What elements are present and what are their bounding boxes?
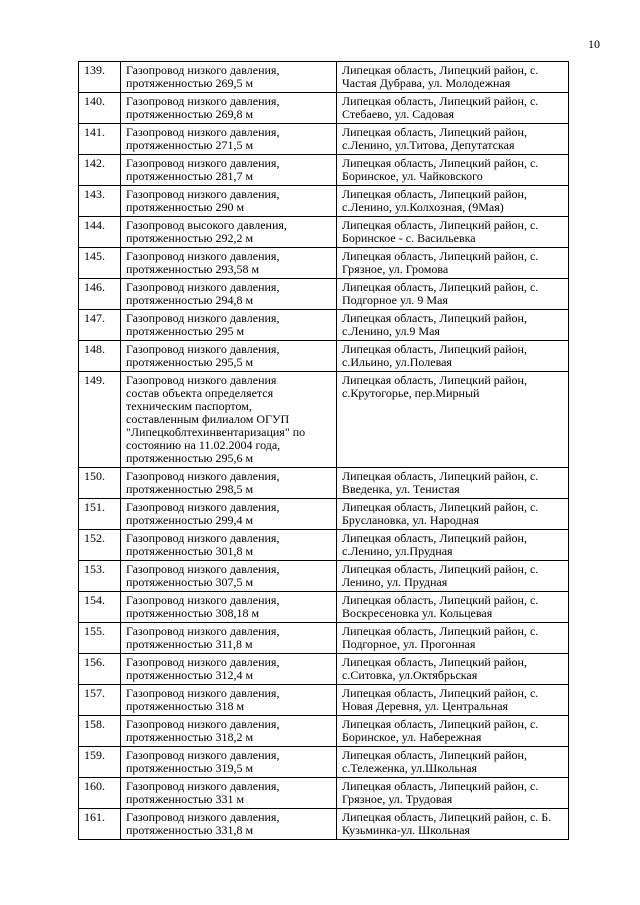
object-description-line: Газопровод низкого давления, — [126, 779, 280, 793]
object-description-cell — [121, 93, 337, 124]
address-line: Липецкая область, Липецкий район, с. — [342, 249, 539, 263]
address-line: Липецкая область, Липецкий район, с. — [342, 218, 539, 232]
row-number-cell: 152. — [79, 530, 121, 561]
row-number-cell: 146. — [79, 279, 121, 310]
row-number-cell: 151. — [79, 499, 121, 530]
table-row — [79, 716, 569, 747]
address-line: Липецкая область, Липецкий район, с. — [342, 686, 539, 700]
row-number-cell: 155. — [79, 623, 121, 654]
table-row — [79, 310, 569, 341]
address-cell — [337, 809, 569, 840]
address-line: с.Ильино, ул.Полевая — [342, 355, 452, 369]
object-description-line: Газопровод низкого давления, — [126, 531, 280, 545]
address-line: Липецкая область, Липецкий район, с. Б. — [342, 810, 552, 824]
address-cell — [337, 499, 569, 530]
address-line: Липецкая область, Липецкий район, с. — [342, 156, 539, 170]
row-number-cell: 147. — [79, 310, 121, 341]
table-row — [79, 155, 569, 186]
address-line: Грязное, ул. Трудовая — [342, 792, 453, 806]
address-line: Липецкая область, Липецкий район, с. — [342, 624, 539, 638]
row-number-cell: 143. — [79, 186, 121, 217]
object-description-line: протяженностью 292,2 м — [126, 231, 254, 245]
table-row — [79, 685, 569, 716]
table-row — [79, 248, 569, 279]
object-description-line: Газопровод низкого давления, — [126, 686, 280, 700]
object-description-cell — [121, 341, 337, 372]
object-description-cell — [121, 248, 337, 279]
object-description-cell — [121, 499, 337, 530]
object-description-line: протяженностью 295,6 м — [126, 451, 254, 465]
object-description-line: протяженностью 319,5 м — [126, 761, 254, 775]
object-description-line: протяженностью 311,8 м — [126, 637, 253, 651]
address-line: Липецкая область, Липецкий район, — [342, 655, 527, 669]
object-description-line: протяженностью 318,2 м — [126, 730, 254, 744]
object-description-line: Газопровод низкого давления, — [126, 342, 280, 356]
address-cell — [337, 530, 569, 561]
address-line: Липецкая область, Липецкий район, с. — [342, 593, 539, 607]
object-description-line: протяженностью 294,8 м — [126, 293, 254, 307]
address-cell — [337, 217, 569, 248]
object-description-line: протяженностью 295,5 м — [126, 355, 254, 369]
address-line: Липецкая область, Липецкий район, с. — [342, 562, 539, 576]
object-description-line: Газопровод низкого давления, — [126, 311, 280, 325]
object-description-cell — [121, 468, 337, 499]
table-row — [79, 592, 569, 623]
row-number-cell: 139. — [79, 62, 121, 93]
object-description-cell — [121, 654, 337, 685]
object-description-line: Газопровод низкого давления, — [126, 624, 280, 638]
object-description-cell — [121, 809, 337, 840]
address-line: Новая Деревня, ул. Центральная — [342, 699, 509, 713]
row-number-cell: 142. — [79, 155, 121, 186]
table-row — [79, 124, 569, 155]
object-description-line: протяженностью 298,5 м — [126, 482, 254, 496]
object-description-line: протяженностью 307,5 м — [126, 575, 254, 589]
address-line: с.Ленино, ул.Колхозная, (9Мая) — [342, 200, 504, 214]
object-description-line: состоянию на 11.02.2004 года, — [126, 438, 281, 452]
address-line: с.Крутогорье, пер.Мирный — [342, 386, 480, 400]
row-number-cell: 149. — [79, 372, 121, 468]
address-line: Липецкая область, Липецкий район, с. — [342, 500, 539, 514]
address-line: с.Ленино, ул.Титова, Депутатская — [342, 138, 515, 152]
address-line: Ленино, ул. Прудная — [342, 575, 448, 589]
object-description-line: протяженностью 331,8 м — [126, 823, 254, 837]
object-description-cell — [121, 62, 337, 93]
row-number-cell: 150. — [79, 468, 121, 499]
table-row — [79, 623, 569, 654]
object-description-cell — [121, 279, 337, 310]
row-number-cell: 157. — [79, 685, 121, 716]
object-description-line: протяженностью 281,7 м — [126, 169, 254, 183]
row-number-cell: 141. — [79, 124, 121, 155]
object-description-line: составленным филиалом ОГУП — [126, 412, 290, 426]
row-number-cell: 156. — [79, 654, 121, 685]
address-line: Кузьминка-ул. Школьная — [342, 823, 471, 837]
object-description-line: протяженностью 269,8 м — [126, 107, 254, 121]
address-cell — [337, 186, 569, 217]
address-line: Липецкая область, Липецкий район, — [342, 748, 527, 762]
object-description-cell — [121, 561, 337, 592]
address-cell — [337, 592, 569, 623]
object-description-line: Газопровод низкого давления, — [126, 469, 280, 483]
address-line: Липецкая область, Липецкий район, с. — [342, 779, 539, 793]
object-description-cell — [121, 372, 337, 468]
object-description-cell — [121, 530, 337, 561]
address-line: с.Ситовка, ул.Октябрьская — [342, 668, 478, 682]
object-description-line: Газопровод низкого давления, — [126, 562, 280, 576]
address-line: Боринское, ул. Чайковского — [342, 169, 483, 183]
table-row — [79, 654, 569, 685]
object-description-line: Газопровод низкого давления, — [126, 280, 280, 294]
address-cell — [337, 124, 569, 155]
address-line: Липецкая область, Липецкий район, с. — [342, 63, 539, 77]
object-description-cell — [121, 716, 337, 747]
table-row — [79, 468, 569, 499]
table-row — [79, 530, 569, 561]
object-description-cell — [121, 217, 337, 248]
object-description-line: протяженностью 290 м — [126, 200, 245, 214]
object-description-line: Газопровод низкого давления, — [126, 63, 280, 77]
row-number-cell: 161. — [79, 809, 121, 840]
address-line: Частая Дубрава, ул. Молодежная — [342, 76, 511, 90]
object-description-cell — [121, 124, 337, 155]
row-number-cell: 148. — [79, 341, 121, 372]
address-line: Липецкая область, Липецкий район, — [342, 531, 527, 545]
row-number-cell: 159. — [79, 747, 121, 778]
object-description-line: протяженностью 301,8 м — [126, 544, 254, 558]
object-description-cell — [121, 186, 337, 217]
object-description-line: протяженностью 293,58 м — [126, 262, 260, 276]
address-cell — [337, 310, 569, 341]
table-row — [79, 499, 569, 530]
address-line: Грязное, ул. Громова — [342, 262, 449, 276]
address-cell — [337, 279, 569, 310]
object-description-line: Газопровод низкого давления, — [126, 500, 280, 514]
object-description-cell — [121, 310, 337, 341]
address-line: Липецкая область, Липецкий район, — [342, 125, 527, 139]
address-cell — [337, 155, 569, 186]
address-line: Липецкая область, Липецкий район, с. — [342, 469, 539, 483]
object-description-line: протяженностью 308,18 м — [126, 606, 260, 620]
address-line: Боринское - с. Васильевка — [342, 231, 476, 245]
object-description-line: Газопровод низкого давления, — [126, 748, 280, 762]
address-cell — [337, 778, 569, 809]
registry-table-body — [79, 62, 569, 840]
address-line: Воскресеновка ул. Кольцевая — [342, 606, 493, 620]
object-description-line: протяженностью 331 м — [126, 792, 245, 806]
row-number-cell: 158. — [79, 716, 121, 747]
table-row — [79, 62, 569, 93]
object-description-line: Газопровод низкого давления, — [126, 655, 280, 669]
address-cell — [337, 341, 569, 372]
row-number-cell: 140. — [79, 93, 121, 124]
table-row — [79, 809, 569, 840]
table-row — [79, 778, 569, 809]
gas-pipeline-registry-table — [78, 61, 569, 840]
object-description-line: Газопровод низкого давления, — [126, 810, 280, 824]
object-description-line: Газопровод низкого давления, — [126, 156, 280, 170]
address-cell — [337, 62, 569, 93]
address-cell — [337, 248, 569, 279]
row-number-cell: 145. — [79, 248, 121, 279]
object-description-line: Газопровод низкого давления, — [126, 94, 280, 108]
object-description-line: техническим паспортом, — [126, 399, 252, 413]
address-line: с.Ленино, ул.Прудная — [342, 544, 453, 558]
object-description-line: протяженностью 299,4 м — [126, 513, 254, 527]
row-number-cell: 160. — [79, 778, 121, 809]
object-description-cell — [121, 747, 337, 778]
table-row — [79, 93, 569, 124]
table-row — [79, 561, 569, 592]
address-line: с.Тележенка, ул.Школьная — [342, 761, 478, 775]
address-line: Стебаево, ул. Садовая — [342, 107, 455, 121]
object-description-line: состав объекта определяется — [126, 386, 274, 400]
table-row — [79, 186, 569, 217]
object-description-line: Газопровод низкого давления, — [126, 717, 280, 731]
table-row — [79, 217, 569, 248]
object-description-cell — [121, 778, 337, 809]
table-row — [79, 747, 569, 778]
object-description-line: Газопровод низкого давления — [126, 373, 277, 387]
object-description-line: протяженностью 271,5 м — [126, 138, 254, 152]
address-line: Брусланoвка, ул. Народная — [342, 513, 479, 527]
address-line: Липецкая область, Липецкий район, — [342, 373, 527, 387]
object-description-line: протяженностью 295 м — [126, 324, 245, 338]
row-number-cell: 144. — [79, 217, 121, 248]
row-number-cell: 154. — [79, 592, 121, 623]
object-description-line: "Липецкоблтехинвентаризация" по — [126, 425, 306, 439]
page-number: 10 — [588, 37, 600, 51]
address-line: Липецкая область, Липецкий район, — [342, 187, 527, 201]
object-description-cell — [121, 685, 337, 716]
address-line: Боринское, ул. Набережная — [342, 730, 482, 744]
object-description-cell — [121, 592, 337, 623]
address-line: Липецкая область, Липецкий район, с. — [342, 280, 539, 294]
address-line: Подгорное, ул. Прогонная — [342, 637, 476, 651]
object-description-line: протяженностью 269,5 м — [126, 76, 254, 90]
object-description-cell — [121, 155, 337, 186]
object-description-line: Газопровод низкого давления, — [126, 187, 280, 201]
object-description-line: Газопровод высокого давления, — [126, 218, 287, 232]
object-description-cell — [121, 623, 337, 654]
table-row — [79, 279, 569, 310]
object-description-line: Газопровод низкого давления, — [126, 593, 280, 607]
address-cell — [337, 716, 569, 747]
address-line: с.Ленино, ул.9 Мая — [342, 324, 440, 338]
address-cell — [337, 654, 569, 685]
address-cell — [337, 747, 569, 778]
address-line: Введенка, ул. Тенистая — [342, 482, 460, 496]
address-cell — [337, 623, 569, 654]
address-line: Липецкая область, Липецкий район, с. — [342, 94, 539, 108]
object-description-line: Газопровод низкого давления, — [126, 249, 280, 263]
address-cell — [337, 561, 569, 592]
address-cell — [337, 685, 569, 716]
address-cell — [337, 93, 569, 124]
address-line: Липецкая область, Липецкий район, — [342, 311, 527, 325]
object-description-line: протяженностью 318 м — [126, 699, 245, 713]
row-number-cell: 153. — [79, 561, 121, 592]
object-description-line: Газопровод низкого давления, — [126, 125, 280, 139]
address-cell — [337, 372, 569, 468]
table-row — [79, 372, 569, 468]
table-row — [79, 341, 569, 372]
address-cell — [337, 468, 569, 499]
address-line: Липецкая область, Липецкий район, с. — [342, 717, 539, 731]
address-line: Липецкая область, Липецкий район, — [342, 342, 527, 356]
object-description-line: протяженностью 312,4 м — [126, 668, 254, 682]
address-line: Подгорное ул. 9 Мая — [342, 293, 448, 307]
